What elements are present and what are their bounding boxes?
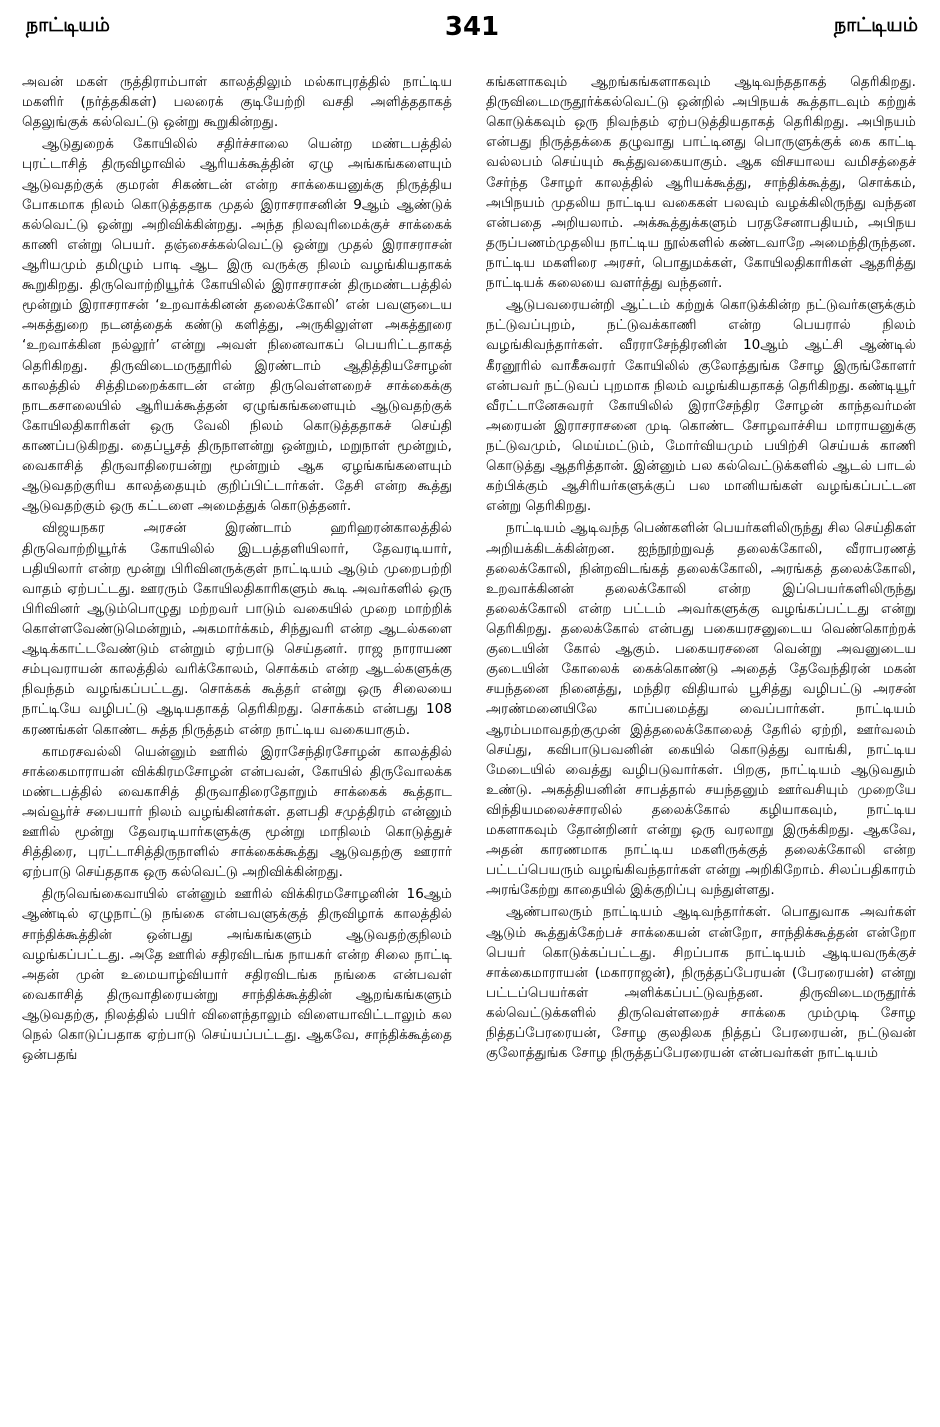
page-number: 341: [444, 12, 500, 42]
page-header: [26, 14, 918, 50]
left-column: [22, 72, 452, 1412]
paragraph: ஆடுபவரையன்றி ஆட்டம் கற்றுக் கொடுக்கின்ற நட்டுவர்களுக்கும் நட்டுவப்புறம், நட்டுவக்காணி என்ற பெயரால் நிலம் வழங்கிவந்தார்கள். வீரராசேந்திரனின் 10ஆம் ஆட்சி ஆண்டில் கீரனூரில் வாகீசுவரர் கோயிலில் குலோத்துங்க சோழ இருங்கோளர் என்பவர் நட்டுவப் புறமாக நிலம் வழங்கியதாகத் தெரிகிறது. கண்டியூர் வீரட்டானேசுவரர் கோயிலில் இராசேந்திர சோழன் காந்தவர்மன் அரையன் இராசராசனை முடி கொண்ட சோழவாச்சிய மாராயனுக்கு நட்டுவமும், மெய்மட்டும், மோர்வியமும் பயிற்சி செய்யக் காணி கொடுத்து ஆதரித்தான். இன்னும் பல கல்வெட்டுக்களில் ஆடல் பாடல் கற்பிக்கும் ஆசிரியர்களுக்குப் பல மானியங்கள் வழங்கப்பட்டன என்று தெரிகிறது.: [486, 297, 916, 515]
paragraph: ஆண்பாலரும் நாட்டியம் ஆடிவந்தார்கள். பொதுவாக அவர்கள் ஆடும் கூத்துக்கேற்பச் சாக்கையன் என்றோ, சாந்திக்கூத்தன் என்றோ பெயர் கொடுக்கப்பட்டது. சிறப்பாக நாட்டியம் ஆடியவருக்குச் சாக்கைமாராயன் (மகாராஜன்), நிருத்தப்பேரயன் (பேரரையன்) என்று பட்டப்பெயர்கள் அளிக்கப்பட்டுவந்தன. திருவிடைமருதூர்க் கல்வெட்டுக்களில் திருவெள்ளறைச் சாக்கை மும்முடி சோழ நித்தப்பேரரையன், சோழ குலதிலக நித்தப் பேரரையன், நட்டுவன் குலோத்துங்க சோழ நிருத்தப்பேரரையன் என்பவர்கள் நாட்டியம்: [486, 904, 916, 1062]
paragraph: அவன் மகள் ருத்திராம்பாள் காலத்திலும் மல்காபுரத்தில் நாட்டிய மகளிர் (நர்த்தகிகள்) பலரைக் குடியேற்றி வசதி அளித்ததாகத் தெலுங்குக் கல்வெட்டு ஒன்று கூறுகின்றது.: [22, 74, 452, 131]
paragraph: விஜயநகர அரசன் இரண்டாம் ஹரிஹரன்காலத்தில் திருவொற்றியூர்க் கோயிலில் இடபத்தளியிலார், தேவரடியார், பதியிலார் என்ற மூன்று பிரிவினருக்குள் நாட்டியம் ஆடும் முறைபற்றி வாதம் ஏற்பட்டது. ஊரரும் கோயிலதிகாரிகளும் கூடி அவர்களில் ஒரு பிரிவினர் ஆடும்பொழுது மற்றவர் பாடும் வகையில் முறை மாற்றிக் கொள்ளவேண்டுமென்றும், அகமார்க்கம், சிந்துவரி என்ற ஆடல்களை ஆடிக்காட்டவேண்டும் என்றும் ஏற்பாடு செய்தனர். ராஜ நாராயண சம்புவராயன் காலத்தில் வரிக்கோலம், சொக்கம் என்ற ஆடல்களுக்கு நிவந்தம் வழங்கப்பட்டது. சொக்கக் கூத்தர் என்று ஒரு சிலையை நாட்டியே வழிபட்டு ஆடியதாகத் தெரிகிறது. சொக்கம் என்பது 108 கரணங்கள் கொண்ட சுத்த நிருத்தம் என்ற நாட்டிய வகையாகும்.: [22, 520, 452, 738]
paragraph: காமரசவல்லி யென்னும் ஊரில் இராசேந்திரசோழன் காலத்தில் சாக்கைமாராயன் விக்கிரமசோழன் என்பவன், கோயில் திருவோலக்க மண்டபத்தில் வைகாசித் திருவாதிரைதோறும் சாக்கைக் கூத்தாட அவ்வூர்ச் சபையார் நிலம் வழங்கினர்கள். தளபதி சமுத்திரம் என்னும் ஊரில் மூன்று தேவரடியார்களுக்கு மூன்று மாநிலம் கொடுத்துச் சித்திரை, புரட்டாசித்திருநாளில் சாக்கைக்கூத்து ஆடுவதற்கு ஊரார் ஏற்பாடு செய்ததாக ஒரு கல்வெட்டு அறிவிக்கின்றது.: [22, 743, 452, 881]
paragraph: கங்களாகவும் ஆறங்கங்களாகவும் ஆடிவந்ததாகத் தெரிகிறது. திருவிடைமருதூர்க்கல்வெட்டு ஒன்றில் அபிநயக் கூத்தாடவும் கற்றுக் கொடுக்கவும் ஒரு நிவந்தம் ஏற்படுத்தியதாகத் தெரிகிறது. அபிநயம் என்பது நிருத்தக்கை தழுவாது பாட்டினது பொருளுக்குக் கை காட்டி வல்லபம் செய்யும் கூத்துவகையாகும். ஆக விசயாலய வமிசத்தைச் சேர்ந்த சோழர் காலத்தில் ஆரியக்கூத்து, சாந்திக்கூத்து, சொக்கம், அபிநயம் முதலிய நாட்டிய வகைகள் பலவும் வழக்கிலிருந்து வந்தன என்பதை அறியலாம். அக்கூத்துக்களும் பரதசேனாபதியம், அபிநய தருப்பணம்முதலிய நாட்டிய நூல்களில் கண்டவாறே அமைந்திருந்தன. நாட்டிய மகளிரை அரசர், பொதுமக்கள், கோயிலதிகாரிகள் ஆதரித்து நாட்டியக் கலையை வளர்த்து வந்தனர்.: [486, 74, 916, 292]
running-head-left: நாட்டியம்: [26, 14, 110, 36]
running-head-right: நாட்டியம்: [834, 14, 918, 36]
paragraph: நாட்டியம் ஆடிவந்த பெண்களின் பெயர்களிலிருந்து சில செய்திகள் அறியக்கிடக்கின்றன. ஐந்நூற்றுவத் தலைக்கோலி, வீராபரணத் தலைக்கோலி, நின்றவிடங்கத் தலைக்கோலி, அரங்கத் தலைக்கோலி, உறவாக்கினன் தலைக்கோலி என்ற இப்பெயர்களிலிருந்து தலைக்கோலி என்ற பட்டம் அவர்களுக்கு வழங்கப்பட்டது என்று தெரிகிறது. தலைக்கோல் என்பது பகையரசனுடைய வெண்கொற்றக் குடையின் கோல் ஆகும். பகையரசனை வென்று அவனுடைய குடையின் கோலைக் கைக்கொண்டு அதைத் தேவேந்திரன் மகன் சயந்தனை நினைத்து, மந்திர விதியால் பூசித்து வழிபட்டு அரசன் அரண்மனையிலே காப்பமைத்து வைப்பார்கள். நாட்டியம் ஆரம்பமாவதற்குமுன் இத்தலைக்கோலைத் தேரில் ஏற்றி, ஊர்வலம் செய்து, கவிபாடுபவனின் கையில் கொடுத்து வாங்கி, நாட்டிய மேடையில் வைத்து வழிபடுவார்கள். பிறகு, நாட்டியம் ஆடுவதும் உண்டு. அகத்தியனின் சாபத்தால் சயந்தனும் ஊர்வசியும் முறையே விந்தியமலைச்சாரலில் தலைக்கோல் கழியாகவும், நாட்டிய மகளாகவும் தோன்றினர் என்று ஒரு வரலாறு இருக்கிறது. ஆகவே, அதன் காரணமாக நாட்டிய மகளிருக்குத் தலைக்கோலி என்ற பட்டப்பெயரும் வழங்கிவந்தார்கள் என்று அறிகிறோம். சிலப்பதிகாரம் அரங்கேற்று காதையில் இக்குறிப்பு வந்துள்ளது.: [486, 520, 916, 899]
paragraph: ஆடுதுறைக் கோயிலில் சதிர்ச்சாலை யென்ற மண்டபத்தில் புரட்டாசித் திருவிழாவில் ஆரியக்கூத்தின் ஏழு அங்கங்களையும் ஆடுவதற்குக் குமரன் சிகண்டன் என்ற சாக்கையனுக்கு நிருத்திய போகமாக நிலம் கொடுத்ததாக முதல் இராசராசனின் 9ஆம் ஆண்டுக் கல்வெட்டு ஒன்று அறிவிக்கின்றது. அந்த நிலவுரிமைக்குச் சாக்கைக் காணி என்று பெயர். தஞ்சைக்கல்வெட்டு ஒன்று முதல் இராசராசன் ஆரியமும் தமிழும் பாடி ஆட இரு வருக்கு நிலம் வழங்கியதாகக் கூறுகிறது. திருவொற்றியூர்க் கோயிலில் இராசராசன் திருமண்டபத்தில் மூன்றும் இராசராசன் ‘உறவாக்கினன் தலைக்கோலி’ என் பவளுடைய அகத்துறை நடனத்தைக் கண்டு களித்து, அருகிலுள்ள அகத்தூரை ‘உறவாக்கின நல்லூர்’ என்று அவள் நினைவாகப் பெயரிட்டதாகத் தெரிகிறது. திருவிடைமருதூரில் இரண்டாம் ஆதித்தியசோழன் காலத்தில் சித்திமறைக்காடன் என்ற திருவெள்ளறைச் சாக்கைக்கு நாடகசாலையில் ஆரியக்கூத்தன் ஏழுங்கங்களையும் ஆடுவதற்குக் கோயிலதிகாரிகள் ஒரு வேலி நிலம் கொடுத்ததாகச் செய்தி காணப்படுகிறது. தைப்பூசத் திருநாளன்று ஒன்றும், மறுநாள் மூன்றும், வைகாசித் திருவாதிரையன்று மூன்றும் ஆக ஏழங்கங்களையும் ஆடுவதற்குரிய காலத்தையும் குறிப்பிட்டார்கள். தேசி என்ற கூத்து ஆடுவதற்கும் ஒரு கட்டளை அமைத்துக் கொடுத்தனர்.: [22, 136, 452, 515]
paragraph: திருவெங்கைவாயில் என்னும் ஊரில் விக்கிரமசோழனின் 16ஆம் ஆண்டில் ஏழுநாட்டு நங்கை என்பவளுக்குத் திருவிழாக் காலத்தில் சாந்திக்கூத்தின் ஒன்பது அங்கங்களும் ஆடுவதற்குநிலம் வழங்கப்பட்டது. அதே ஊரில் சதிரவிடங்க நாயகர் என்ற சிலை நாட்டி அதன் முன் உமையாழ்வியார் சதிரவிடங்க நங்கை என்பவள் வைகாசித் திருவாதிரையன்று சாந்திக்கூத்தின் ஆறங்கங்களும் ஆடுவதற்கு, நிலத்தில் பயிர் விளைந்தாலும் விளையாவிட்டாலும் கல நெல் கொடுப்பதாக ஏற்பாடு செய்யப்பட்டது. ஆகவே, சாந்திக்கூத்தை ஒன்பதங்: [22, 886, 452, 1064]
right-column: [486, 72, 916, 1412]
